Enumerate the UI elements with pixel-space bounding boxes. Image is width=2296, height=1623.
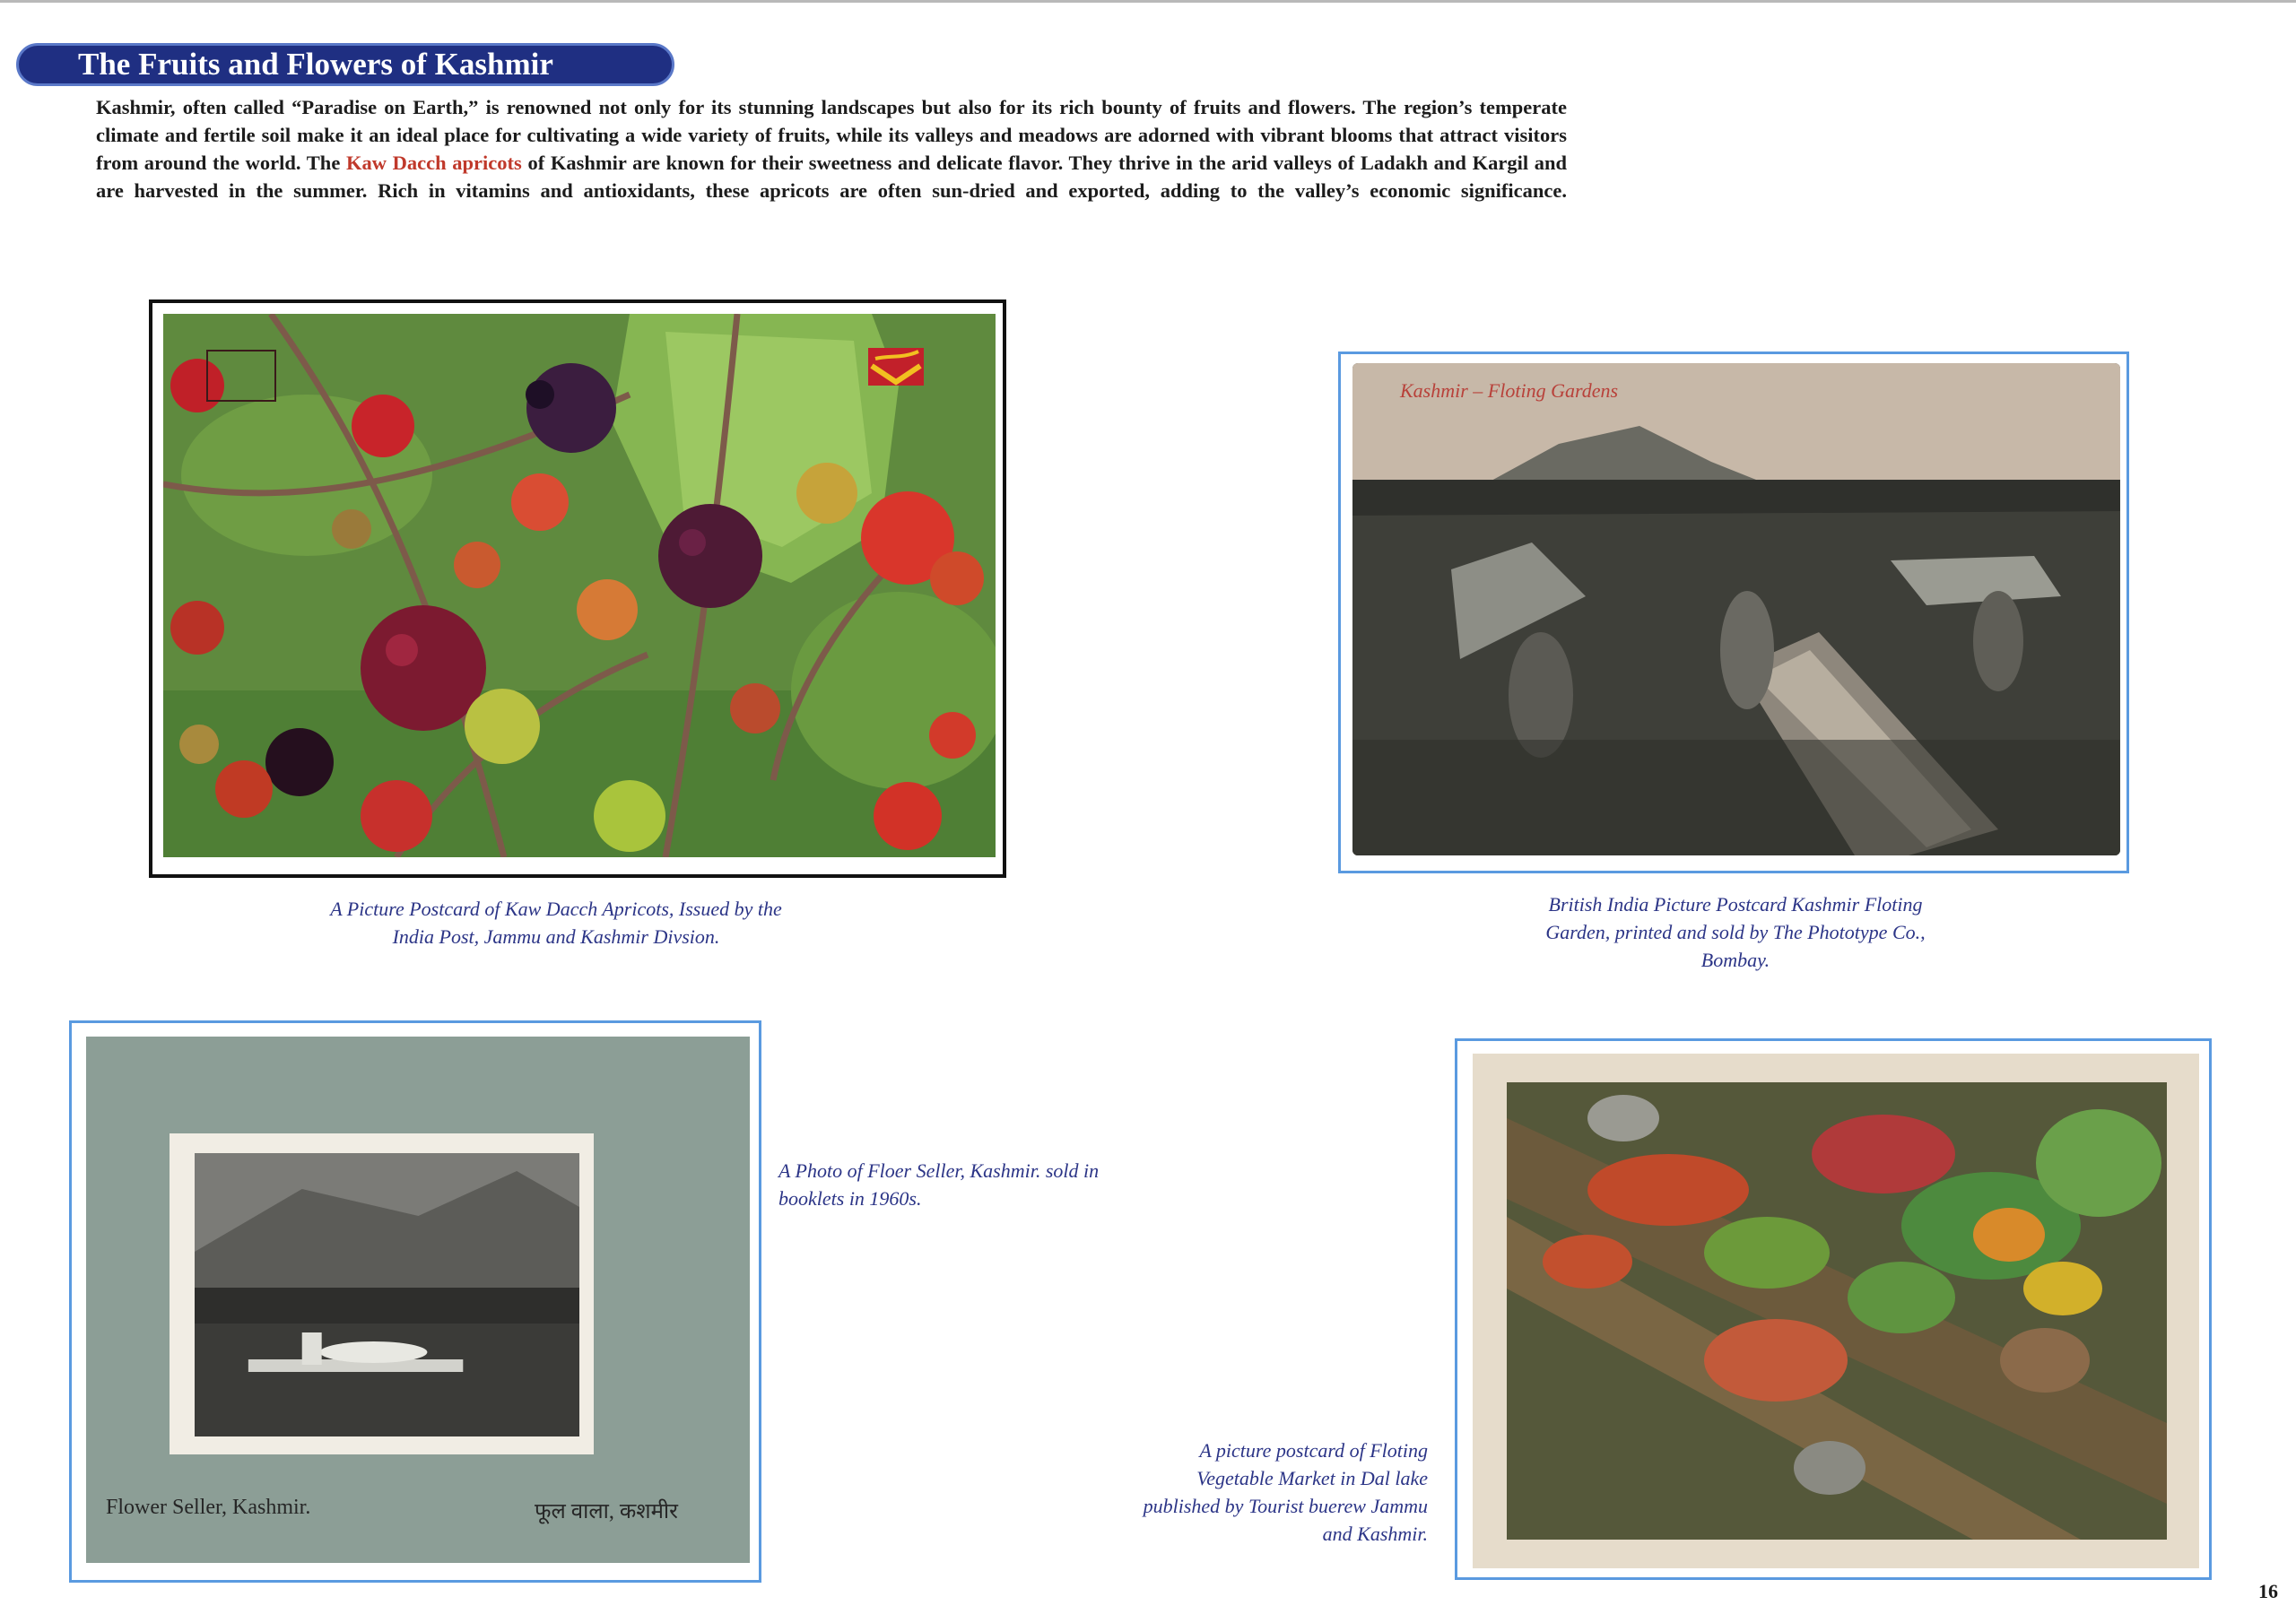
berries-postcard-frame <box>149 299 1006 878</box>
vegetable-market-postcard-caption: A picture postcard of Floting Vegetable Market in Dal lake published by Tourist buerew Jammu and Kashmir. <box>1143 1439 1428 1545</box>
berries-postcard-caption: A Picture Postcard of Kaw Dacch Apricots, Issued by the India Post, Jammu and Kashmir Divsion. <box>330 898 782 948</box>
flower-seller-card-label-hindi: फूल वाला, कशमीर <box>535 1500 678 1523</box>
floating-gardens-postcard-image <box>1352 363 2120 855</box>
intro-text-before: Kashmir, often called “Paradise on Earth,” is renowned not only for its stunning landscapes but also for its rich bounty of fruits and flowers. The region’s temperate climate and fertile soil make it an ideal place for cultivating a wide variety of fruits, while its valleys and meadows are adorned with vibrant blooms that attract visitors from around the world. The <box>96 96 1567 174</box>
floating-gardens-postcard-caption: British India Picture Postcard Kashmir Floting Garden, printed and sold by The Phototype Co., Bombay. <box>1545 893 1926 971</box>
flower-seller-photo-frame <box>69 1020 761 1583</box>
india-post-logo-icon <box>866 346 926 387</box>
flower-seller-card-label-english: Flower Seller, Kashmir. <box>106 1496 311 1519</box>
page-title: The Fruits and Flowers of Kashmir <box>16 43 674 86</box>
stamp-outline-icon <box>206 350 276 402</box>
flower-seller-photo-caption: A Photo of Floer Seller, Kashmir. sold in booklets in 1960s. <box>778 1159 1100 1210</box>
page-number: 16 <box>2258 1580 2278 1602</box>
floating-gardens-card-label: Kashmir – Floting Gardens <box>1400 379 1619 402</box>
flower-seller-card-background <box>86 1037 750 1563</box>
top-rule <box>0 0 2296 3</box>
flower-seller-photo-image <box>170 1133 594 1454</box>
berries-postcard-image <box>163 314 996 857</box>
floating-gardens-postcard-frame <box>1338 352 2129 873</box>
intro-highlight: Kaw Dacch apricots <box>345 152 522 174</box>
vegetable-market-postcard-card <box>1473 1054 2199 1568</box>
vegetable-market-postcard-image <box>1507 1082 2167 1540</box>
vegetable-market-postcard-frame <box>1455 1038 2212 1580</box>
intro-paragraph <box>96 93 1567 204</box>
intro-text-after: of Kashmir are known for their sweetness and delicate flavor. They thrive in the arid valleys of Ladakh and Kargil and are harvested in the summer. Rich in vitamins and antioxidants, these apricots are often sun-dried and exported, adding to the valley’s economic significance. <box>96 152 1568 202</box>
